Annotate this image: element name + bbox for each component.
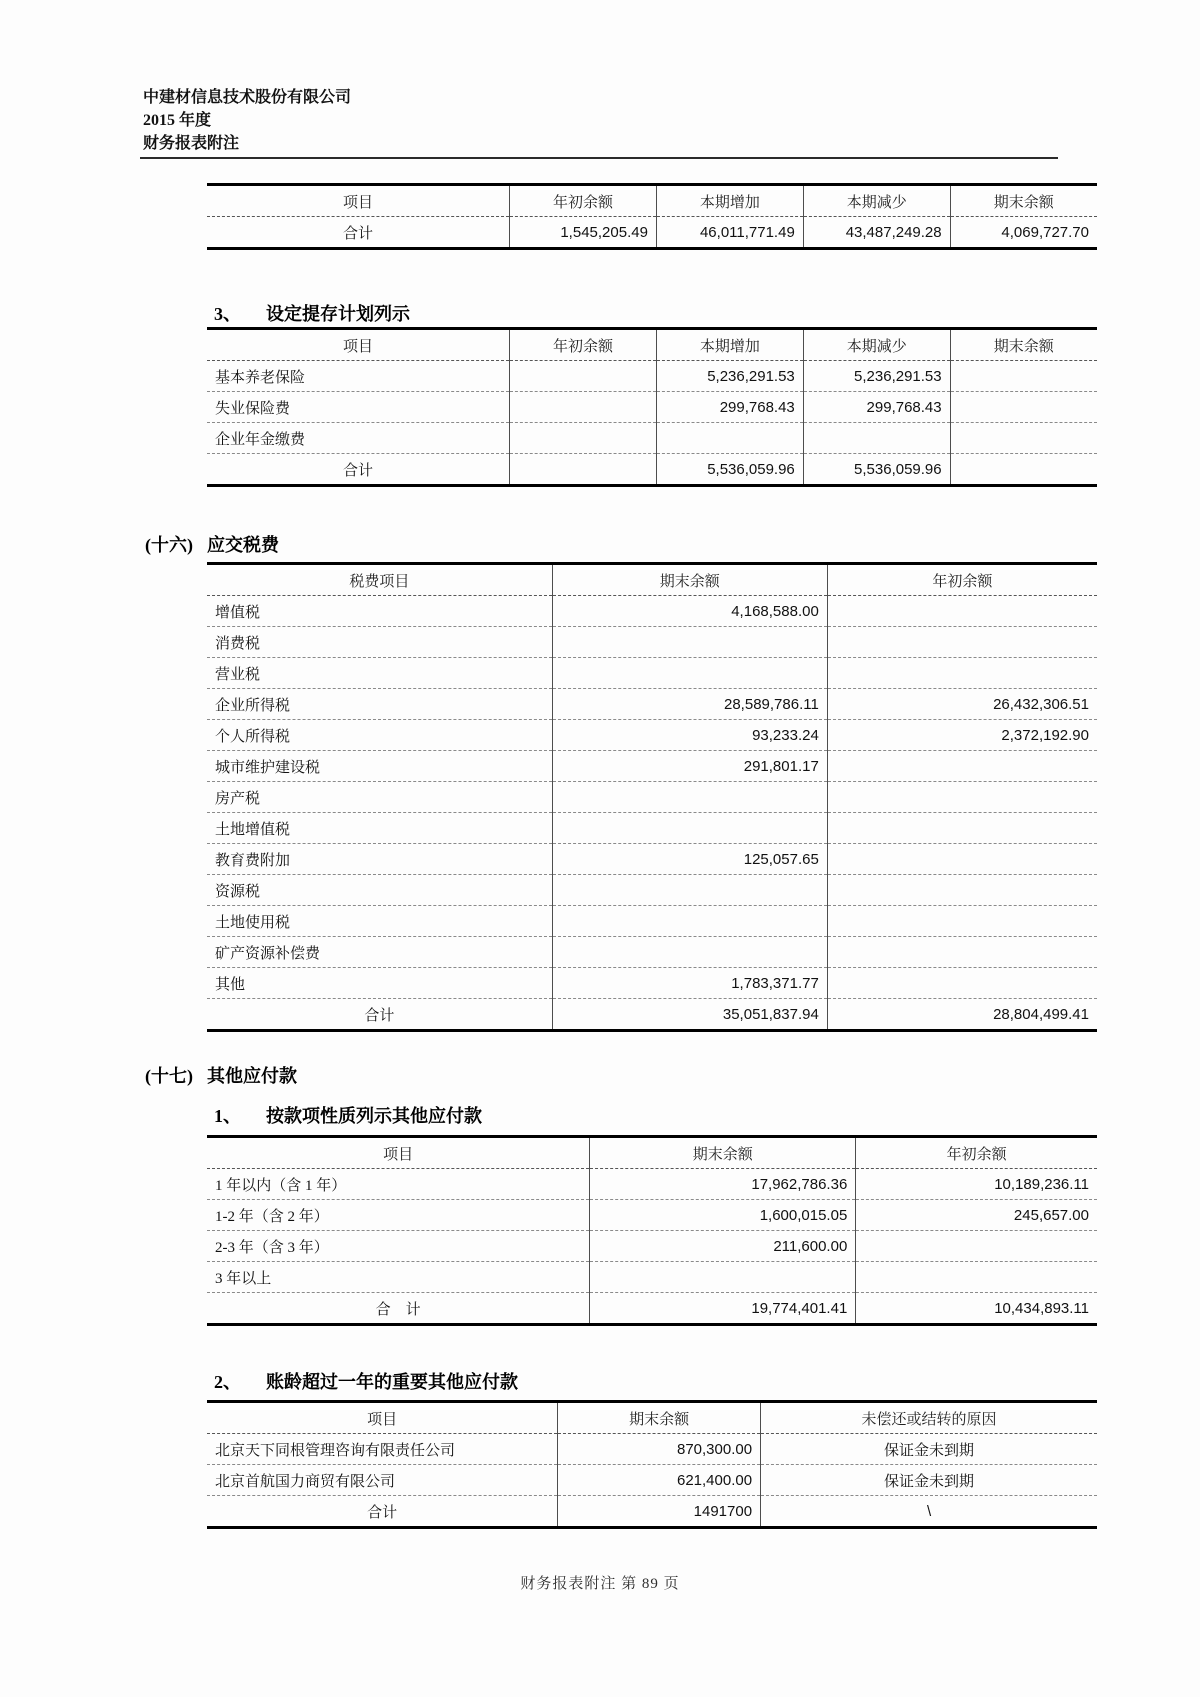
table-cell: 125,057.65 bbox=[552, 844, 827, 875]
table-cell bbox=[827, 844, 1097, 875]
table-cell: 房产税 bbox=[215, 790, 261, 807]
section-heading-other-payables bbox=[145, 1062, 297, 1088]
table-cell bbox=[552, 813, 827, 844]
table-cell: 43,487,249.28 bbox=[803, 217, 950, 249]
header-divider bbox=[140, 157, 1058, 159]
table-cell: 3 年以上 bbox=[215, 1270, 272, 1287]
table-cell bbox=[510, 423, 657, 454]
table-row bbox=[207, 1200, 1097, 1231]
subsection-title: 设定提存计划列示 bbox=[266, 304, 410, 324]
table-header-row bbox=[207, 185, 1097, 217]
subsection-number: 1、 bbox=[214, 1106, 241, 1126]
table-row bbox=[207, 720, 1097, 751]
table-cell: 17,962,786.36 bbox=[590, 1169, 856, 1200]
subsection-number: 3、 bbox=[214, 304, 241, 324]
table-cell: 93,233.24 bbox=[552, 720, 827, 751]
subsection-heading-by-nature bbox=[214, 1102, 482, 1128]
table-header-row bbox=[207, 329, 1097, 361]
carryover-summary-table bbox=[207, 183, 1097, 250]
table-cell: 矿产资源补偿费 bbox=[215, 945, 321, 962]
document-header bbox=[143, 86, 351, 155]
table-cell bbox=[552, 782, 827, 813]
table-cell: 资源税 bbox=[215, 883, 261, 900]
table-cell: 19,774,401.41 bbox=[590, 1293, 856, 1325]
table-row bbox=[207, 392, 1097, 423]
table-cell: 4,168,588.00 bbox=[552, 596, 827, 627]
defined-contribution-table-wrap bbox=[207, 327, 1097, 487]
table-cell: 291,801.17 bbox=[552, 751, 827, 782]
section-heading-taxes-payable bbox=[145, 531, 279, 557]
defined-contribution-table bbox=[207, 327, 1097, 487]
column-header: 项目 bbox=[207, 185, 510, 217]
table-cell: 28,804,499.41 bbox=[827, 999, 1097, 1031]
table-cell bbox=[950, 454, 1097, 486]
column-header: 本期增加 bbox=[656, 329, 803, 361]
table-cell: 28,589,786.11 bbox=[552, 689, 827, 720]
table-cell: 621,400.00 bbox=[558, 1465, 761, 1496]
table-row bbox=[207, 423, 1097, 454]
table-cell: 5,536,059.96 bbox=[803, 454, 950, 486]
table-cell: 1491700 bbox=[558, 1496, 761, 1528]
other-payables-by-nature-table-wrap bbox=[207, 1135, 1097, 1326]
table-cell: 2,372,192.90 bbox=[827, 720, 1097, 751]
table-cell bbox=[552, 658, 827, 689]
table-cell: 个人所得税 bbox=[215, 728, 291, 745]
table-cell: 基本养老保险 bbox=[215, 369, 306, 386]
section-number: (十六) bbox=[145, 535, 193, 555]
table-cell: 其他 bbox=[215, 976, 246, 993]
table-cell bbox=[827, 968, 1097, 999]
table-cell: 北京天下同根管理咨询有限责任公司 bbox=[215, 1442, 456, 1459]
table-cell bbox=[510, 454, 657, 486]
other-payables-by-nature-table bbox=[207, 1135, 1097, 1326]
table-cell bbox=[590, 1262, 856, 1293]
table-cell bbox=[552, 627, 827, 658]
table-cell: 5,236,291.53 bbox=[656, 361, 803, 392]
table-cell: 保证金未到期 bbox=[761, 1465, 1097, 1496]
table-cell: 合计 bbox=[343, 462, 374, 479]
table-header-row bbox=[207, 1402, 1097, 1434]
table-cell bbox=[552, 937, 827, 968]
table-header-row bbox=[207, 1137, 1097, 1169]
table-row bbox=[207, 906, 1097, 937]
table-cell: 870,300.00 bbox=[558, 1434, 761, 1465]
table-cell bbox=[827, 875, 1097, 906]
table-cell: 299,768.43 bbox=[803, 392, 950, 423]
table-cell bbox=[827, 813, 1097, 844]
column-header: 项目 bbox=[207, 1137, 590, 1169]
table-cell bbox=[950, 392, 1097, 423]
table-cell: 1-2 年（含 2 年） bbox=[215, 1208, 329, 1225]
table-cell: 1,783,371.77 bbox=[552, 968, 827, 999]
subsection-heading-aged-over-one-year bbox=[214, 1368, 518, 1394]
column-header: 本期减少 bbox=[803, 329, 950, 361]
table-cell: 10,434,893.11 bbox=[856, 1293, 1097, 1325]
table-total-row bbox=[207, 454, 1097, 486]
table-cell: 245,657.00 bbox=[856, 1200, 1097, 1231]
table-total-row bbox=[207, 1496, 1097, 1528]
table-cell bbox=[950, 423, 1097, 454]
table-cell: 211,600.00 bbox=[590, 1231, 856, 1262]
column-header: 税费项目 bbox=[207, 564, 552, 596]
table-cell bbox=[827, 627, 1097, 658]
table-row bbox=[207, 627, 1097, 658]
section-number: (十七) bbox=[145, 1066, 193, 1086]
table-row bbox=[207, 968, 1097, 999]
table-cell bbox=[656, 423, 803, 454]
table-cell: 企业所得税 bbox=[215, 697, 291, 714]
table-cell bbox=[827, 937, 1097, 968]
table-cell bbox=[827, 751, 1097, 782]
column-header: 未偿还或结转的原因 bbox=[761, 1402, 1097, 1434]
table-row bbox=[207, 1465, 1097, 1496]
column-header: 本期增加 bbox=[656, 185, 803, 217]
table-cell: 合 计 bbox=[375, 1301, 421, 1318]
table-cell bbox=[552, 906, 827, 937]
table-cell: 26,432,306.51 bbox=[827, 689, 1097, 720]
table-cell: 北京首航国力商贸有限公司 bbox=[215, 1473, 396, 1490]
section-title: 其他应付款 bbox=[207, 1066, 297, 1086]
table-cell: 增值税 bbox=[215, 604, 261, 621]
section-title: 应交税费 bbox=[207, 535, 279, 555]
column-header: 年初余额 bbox=[856, 1137, 1097, 1169]
table-cell bbox=[510, 361, 657, 392]
table-cell: \ bbox=[761, 1496, 1097, 1528]
table-cell: 299,768.43 bbox=[656, 392, 803, 423]
column-header: 期末余额 bbox=[552, 564, 827, 596]
table-cell: 合计 bbox=[367, 1504, 398, 1521]
table-total-row bbox=[207, 217, 1097, 249]
table-row bbox=[207, 813, 1097, 844]
table-cell: 5,236,291.53 bbox=[803, 361, 950, 392]
table-cell: 土地使用税 bbox=[215, 914, 291, 931]
table-row bbox=[207, 1434, 1097, 1465]
table-cell bbox=[803, 423, 950, 454]
column-header: 年初余额 bbox=[510, 329, 657, 361]
subsection-title: 账龄超过一年的重要其他应付款 bbox=[266, 1372, 518, 1392]
table-cell bbox=[950, 361, 1097, 392]
table-cell bbox=[510, 392, 657, 423]
table-cell bbox=[552, 875, 827, 906]
table-total-row bbox=[207, 1293, 1097, 1325]
table-cell bbox=[827, 782, 1097, 813]
column-header: 项目 bbox=[207, 1402, 558, 1434]
column-header: 项目 bbox=[207, 329, 510, 361]
table-header-row bbox=[207, 564, 1097, 596]
table-row bbox=[207, 361, 1097, 392]
column-header: 年初余额 bbox=[510, 185, 657, 217]
table-cell bbox=[827, 658, 1097, 689]
subsection-title: 按款项性质列示其他应付款 bbox=[266, 1106, 482, 1126]
column-header: 本期减少 bbox=[803, 185, 950, 217]
column-header: 期末余额 bbox=[590, 1137, 856, 1169]
table-cell: 保证金未到期 bbox=[761, 1434, 1097, 1465]
table-row bbox=[207, 689, 1097, 720]
company-name: 中建材信息技术股份有限公司 bbox=[143, 89, 352, 106]
table-cell bbox=[856, 1262, 1097, 1293]
table-row bbox=[207, 1231, 1097, 1262]
table-row bbox=[207, 875, 1097, 906]
table-cell: 35,051,837.94 bbox=[552, 999, 827, 1031]
table-cell: 合计 bbox=[343, 225, 374, 242]
table-cell: 1 年以内（含 1 年） bbox=[215, 1177, 347, 1194]
table-cell: 1,545,205.49 bbox=[510, 217, 657, 249]
taxes-payable-table-wrap bbox=[207, 562, 1097, 1032]
table-row bbox=[207, 658, 1097, 689]
table-total-row bbox=[207, 999, 1097, 1031]
table-row bbox=[207, 937, 1097, 968]
carryover-summary-table-wrap bbox=[207, 183, 1097, 250]
table-cell: 营业税 bbox=[215, 666, 261, 683]
aged-over-one-year-table bbox=[207, 1400, 1097, 1529]
table-cell: 企业年金缴费 bbox=[215, 431, 306, 448]
table-cell: 10,189,236.11 bbox=[856, 1169, 1097, 1200]
table-cell: 5,536,059.96 bbox=[656, 454, 803, 486]
table-cell: 失业保险费 bbox=[215, 400, 291, 417]
subsection-number: 2、 bbox=[214, 1372, 241, 1392]
table-cell: 城市维护建设税 bbox=[215, 759, 321, 776]
column-header: 期末余额 bbox=[950, 329, 1097, 361]
table-cell: 1,600,015.05 bbox=[590, 1200, 856, 1231]
table-cell bbox=[827, 906, 1097, 937]
taxes-payable-table bbox=[207, 562, 1097, 1032]
table-cell: 2-3 年（含 3 年） bbox=[215, 1239, 329, 1256]
column-header: 期末余额 bbox=[558, 1402, 761, 1434]
document-title: 财务报表附注 bbox=[143, 135, 240, 152]
table-row bbox=[207, 782, 1097, 813]
table-row bbox=[207, 751, 1097, 782]
table-row bbox=[207, 596, 1097, 627]
table-cell: 合计 bbox=[364, 1007, 395, 1024]
table-cell: 46,011,771.49 bbox=[656, 217, 803, 249]
table-row bbox=[207, 1262, 1097, 1293]
table-cell bbox=[827, 596, 1097, 627]
table-cell: 4,069,727.70 bbox=[950, 217, 1097, 249]
table-row bbox=[207, 1169, 1097, 1200]
column-header: 年初余额 bbox=[827, 564, 1097, 596]
table-cell: 教育费附加 bbox=[215, 852, 291, 869]
subsection-heading-defined-contribution bbox=[214, 300, 410, 326]
table-row bbox=[207, 844, 1097, 875]
page-footer: 财务报表附注 第 89 页 bbox=[520, 1576, 680, 1592]
column-header: 期末余额 bbox=[950, 185, 1097, 217]
table-cell bbox=[856, 1231, 1097, 1262]
table-cell: 土地增值税 bbox=[215, 821, 291, 838]
fiscal-year: 2015 年度 bbox=[143, 112, 212, 129]
aged-over-one-year-table-wrap bbox=[207, 1400, 1097, 1529]
table-cell: 消费税 bbox=[215, 635, 261, 652]
